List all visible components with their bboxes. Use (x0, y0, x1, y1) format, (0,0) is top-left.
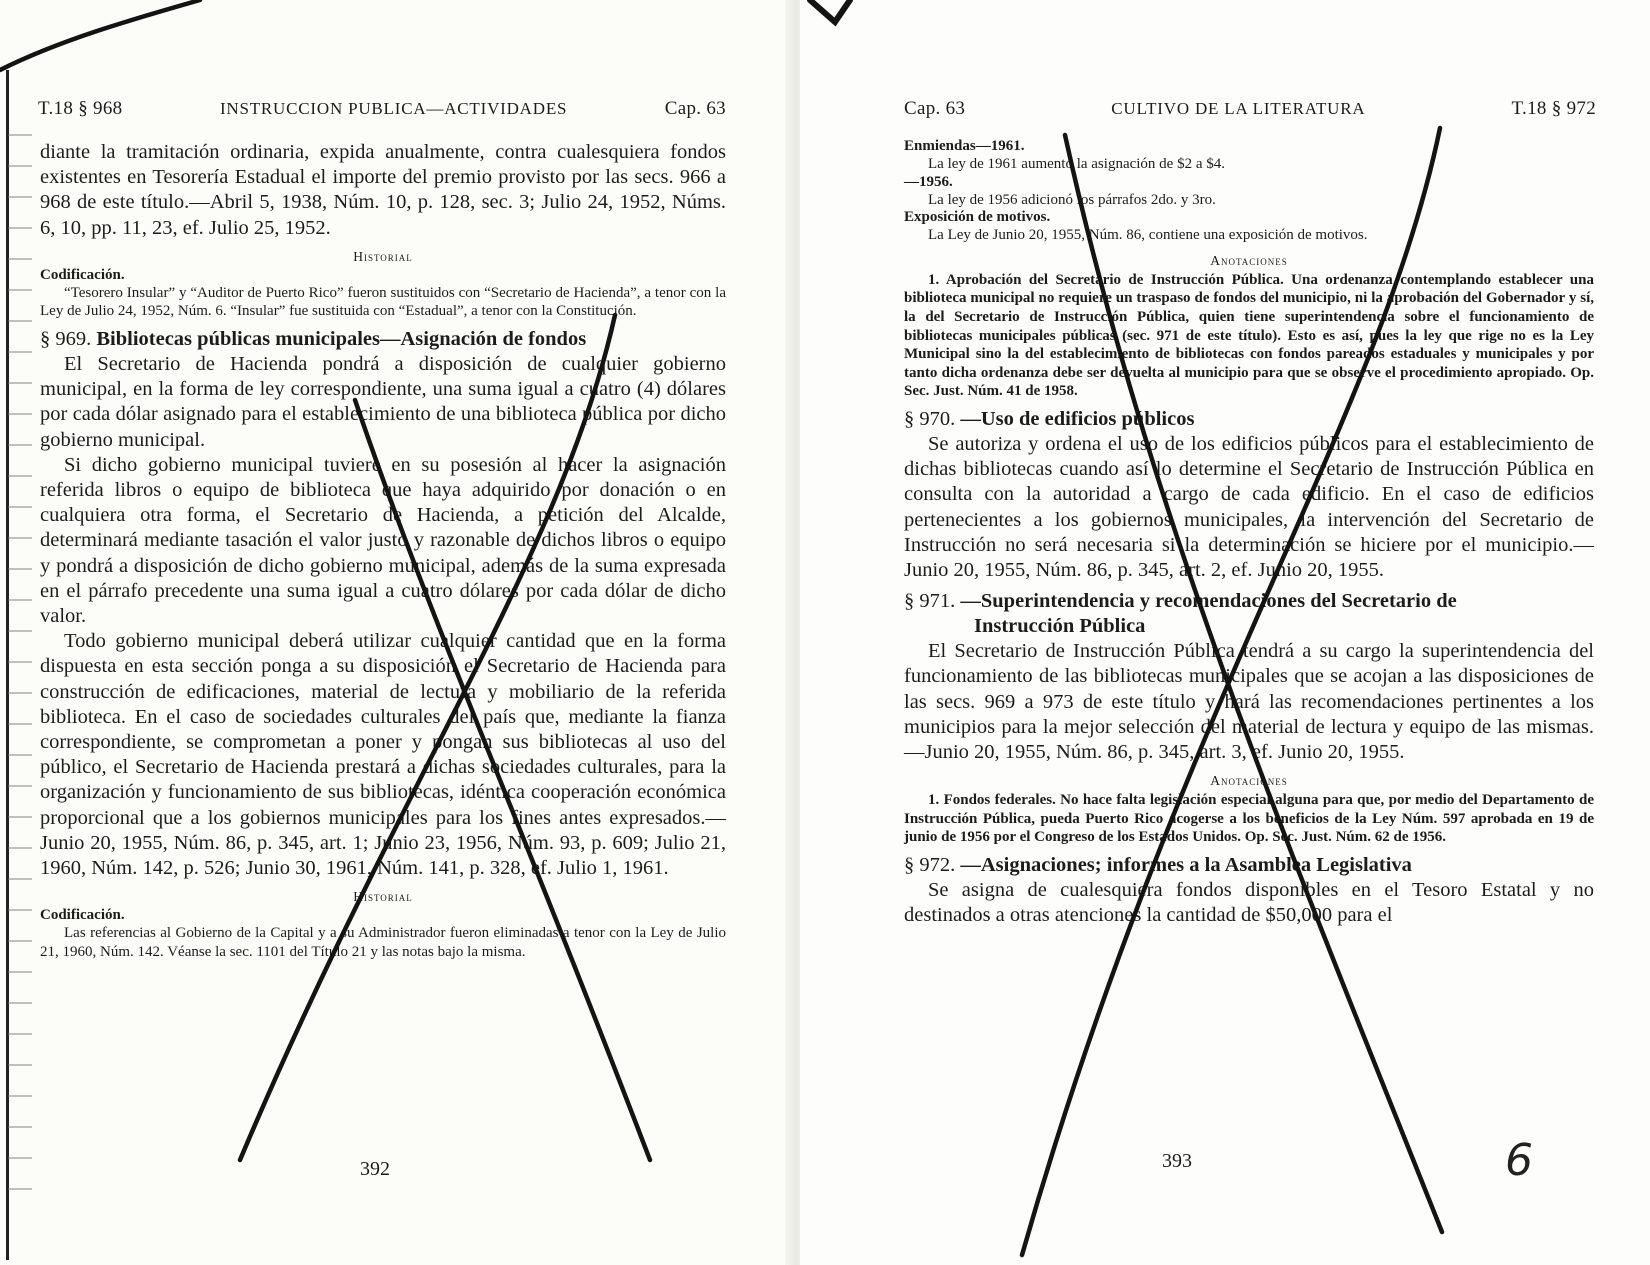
section-972-number: § 972. (904, 853, 956, 876)
exposicion-label: Exposición de motivos. (904, 209, 1051, 226)
section-970-number: § 970. (904, 407, 956, 430)
section-969-number: § 969. (40, 328, 92, 350)
section-970-paragraph: Se autoriza y ordena el uso de los edificios públicos para el establecimiento de dichas bibliotecas cuando así lo determine el Secretario de Instrucción Pública en consulta con la autoridad a cargo de cada edificio. En el caso de edificios pertenecientes a los gobiernos municipales, la intervención del Secretario de Instrucción no será necesaria si la determinación se hiciere por el municipio.—Junio 20, 1955, Núm. 86, p. 345, art. 2, ef. Junio 20, 1955. (904, 432, 1594, 581)
right-running-header (904, 98, 1596, 120)
enmiendas-1961-text: La ley de 1961 aumentó la asignación de $2 a $4. (928, 156, 1225, 172)
right-page (800, 0, 1650, 1265)
left-header-title: INSTRUCCION PUBLICA—ACTIVIDADES (219, 99, 568, 118)
section-971-heading (904, 589, 1594, 639)
anotacion-2-text: 1. Fondos federales. No hace falta legislación especial alguna para que, por medio del Departamento de Instrucción Pública, pueda Puerto Rico acogerse a los beneficios de la Ley Núm. 597 aprobada en 19 de junio de 1956 por el Congreso de los Estados Unidos. Op. Sec. Just. Núm. 62 de 1956. (904, 792, 1594, 846)
left-header-section: T.18 § 968 (38, 98, 123, 119)
section-972-heading (904, 853, 1594, 878)
historial-heading-1: Historial (353, 248, 413, 264)
enmiendas-1956-text: La ley de 1956 adicionó los párrafos 2do. y 3ro. (928, 191, 1216, 208)
codificacion-text-1: “Tesorero Insular” y “Auditor de Puerto Rico” fueron sustituidos con “Secretario de Hacienda”, a tenor con la Ley de Julio 24, 1952, Núm. 6. “Insular” fue sustituida con “Estadual”, a tenor con la Constitución. (40, 284, 726, 320)
codificacion-label-2: Codificación. (40, 907, 125, 924)
handwritten-page-mark: 6 (1505, 1135, 1533, 1186)
right-header-chapter: Cap. 63 (904, 98, 966, 119)
section-971-paragraph: El Secretario de Instrucción Pública tendrá a su cargo la superintendencia del funcionamiento de las bibliotecas municipales que se acojan a las disposiciones de las secs. 969 a 973 de este título y hará las recomendaciones pertinentes a los municipios para la mejor selección del material de lectura y equipo de las mismas.—Junio 20, 1955, Núm. 86, p. 345, art. 3, ef. Junio 20, 1955. (904, 640, 1594, 763)
section-969-title: Bibliotecas públicas municipales—Asignación de fondos (96, 328, 587, 350)
section-972-paragraph: Se asigna de cualesquiera fondos disponibles en el Tesoro Estatal y no destinados a otras atenciones la cantidad de $50,000 para el (904, 878, 1594, 927)
section-971-title-a: —Superintendencia y recomendaciones del Secretario de (960, 590, 1457, 613)
right-text-column (904, 138, 1594, 928)
anotaciones-heading-2: Anotaciones (1210, 773, 1288, 789)
binding-holes (8, 120, 32, 1200)
enmiendas-1956-label: —1956. (904, 173, 953, 190)
section-970-heading (904, 407, 1594, 432)
enmiendas-label: Enmiendas—1961. (904, 138, 1025, 154)
historial-heading-2: Historial (353, 889, 413, 905)
section-969-paragraph-2: Si dicho gobierno municipal tuviere en su posesión al hacer la asignación referida libros o equipo de biblioteca que haya adquirido por donación o en cualquiera otra forma, el Secretario de Hacienda, a petición del Alcalde, determinará mediante tasación el valor justo y razonable de dichos libros o equipo y pondrá a disposición de dicho gobierno municipal, además de la suma expresada en el párrafo precedente una suma igual a cuatro dólares por cada dólar de dicho valor. (40, 453, 726, 628)
codificacion-label-1: Codificación. (40, 266, 125, 283)
anotaciones-heading-1: Anotaciones (1210, 252, 1288, 268)
section-969-paragraph-3: Todo gobierno municipal deberá utilizar cualquier cantidad que en la forma dispuesta en esta sección ponga a su disposición el Secretario de Hacienda para construcción de edificaciones, material de lectura y mobiliario de la referida biblioteca. En el caso de sociedades culturales del país que, mediante la fianza correspondiente, se comprometan a poner y pongan sus bibliotecas al uso del público, el Secretario de Hacienda prestará a dichas sociedades culturales, para la organización y funcionamiento de sus bibliotecas, idéntica cooperación económica proporcional que a los gobiernos municipales para los fines antes expresados.—Junio 20, 1955, Núm. 86, p. 345, art. 1; Junio 23, 1956, Núm. 93, p. 609; Julio 21, 1960, Núm. 142, p. 526; Junio 30, 1961, Núm. 141, p. 328, ef. Julio 1, 1961. (40, 630, 726, 880)
exposicion-text: La Ley de Junio 20, 1955, Núm. 86, contiene una exposición de motivos. (928, 227, 1368, 244)
left-page (0, 0, 790, 1265)
section-971-title-b: Instrucción Pública (974, 615, 1146, 638)
left-page-number: 392 (360, 1158, 390, 1180)
anotacion-1-text: 1. Aprobación del Secretario de Instrucción Pública. Una ordenanza contemplando establecer una biblioteca municipal no requiere un traspaso de fondos del municipio, ni la aprobación del Gobernador y sí, la del Secretario de Instrucción Pública, quien tiene superintendencia sobre el funcionamiento de bibliotecas municipales públicas (sec. 971 de este título). Esto es así, pues la ley que rige no es la Ley Municipal sino la del establecimiento de bibliotecas con fondos pareados estaduales y municipales y por tanto dicha ordenanza debe ser devuelta al municipio para que se observe el procedimiento apropiado. Op. Sec. Just. Núm. 41 de 1958. (904, 271, 1594, 400)
section-970-title: —Uso de edificios públicos (960, 407, 1195, 430)
continued-paragraph: diante la tramitación ordinaria, expida anualmente, contra cualesquiera fondos existentes en Tesorería Estadual el importe del premio provisto por las secs. 966 a 968 de este título.—Abril 5, 1938, Núm. 10, p. 128, sec. 3; Julio 24, 1952, Núms. 6, 10, pp. 11, 23, ef. Julio 25, 1952. (40, 141, 726, 239)
right-page-number: 393 (1162, 1150, 1192, 1172)
section-969-heading (40, 327, 726, 352)
section-972-title: —Asignaciones; informes a la Asamblea Legislativa (960, 853, 1412, 876)
section-969-paragraph-1: El Secretario de Hacienda pondrá a disposición de cualquier gobierno municipal, en la forma de ley correspondiente, una suma igual a cuatro (4) dólares por cada dólar asignado para el establecimiento de una biblioteca pública por dicho gobierno municipal. (40, 353, 726, 451)
left-running-header (38, 98, 726, 120)
left-header-chapter: Cap. 63 (664, 98, 726, 119)
right-header-title: CULTIVO DE LA LITERATURA (1111, 99, 1366, 118)
section-971-number: § 971. (904, 590, 956, 613)
right-header-section: T.18 § 972 (1511, 98, 1596, 119)
codificacion-text-2: Las referencias al Gobierno de la Capital y a su Administrador fueron eliminadas a tenor con la Ley de Julio 21, 1960, Núm. 142. Véanse la sec. 1101 del Título 21 y las notas bajo la misma. (40, 925, 726, 960)
left-text-column (40, 140, 726, 961)
